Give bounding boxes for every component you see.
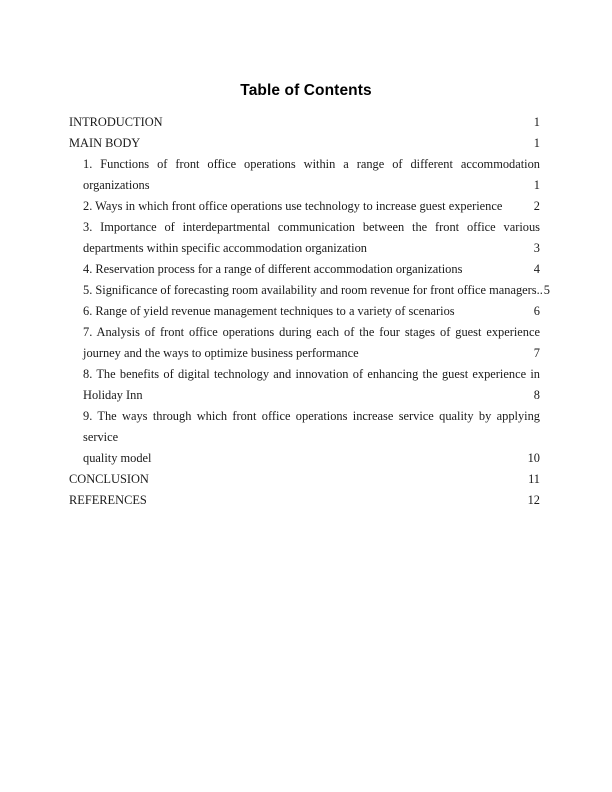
toc-leader-dots [163,114,534,126]
toc-page-number: 4 [533,262,540,276]
toc-entry-main-body[interactable] [69,133,540,154]
toc-entry-label: 5. Significance of forecasting room availability and room revenue for front office managers. [83,283,540,297]
toc-leader-dots [150,177,534,189]
toc-leader-dots [140,135,534,147]
toc-page-number: 2 [533,199,540,213]
toc-entry-label: 2. Ways in which front office operations use technology to increase guest experience [83,199,503,213]
toc-entry-label: Holiday Inn [83,388,143,402]
toc-leader-dots [149,471,528,483]
toc-leader-dots [502,198,533,210]
toc-entry-line: 7. Analysis of front office operations during each of the four stages of guest experience [83,325,540,339]
toc-page-number: 8 [533,388,540,402]
toc-entry-label: 4. Reservation process for a range of different accommodation organizations [83,262,463,276]
toc-entry-label: CONCLUSION [69,472,149,486]
toc-leader-dots [359,345,534,357]
toc-entry-item-3[interactable] [83,217,540,259]
toc-entry-item-4[interactable] [83,259,540,280]
toc-leader-dot: . [539,283,543,297]
toc-page-number: 12 [527,493,540,507]
toc-entry-references[interactable] [69,490,540,511]
toc-leader-dots [367,240,534,252]
toc-leader-dots [455,303,534,315]
toc-entry-label: journey and the ways to optimize business performance [83,346,359,360]
toc-entry-introduction[interactable] [69,112,540,133]
toc-entry-item-8[interactable] [83,364,540,406]
toc-entry-item-6[interactable] [83,301,540,322]
toc-entry-label: MAIN BODY [69,136,141,150]
toc-entry-item-2[interactable] [83,196,540,217]
toc-leader-dots [462,261,533,273]
toc-entry-line: 1. Functions of front office operations within a range of different accommodation [83,157,540,171]
toc-entry-line: 3. Importance of interdepartmental communication between the front office various [83,220,540,234]
toc-entry-label: quality model [83,451,152,465]
toc-leader-dots [151,450,527,462]
toc-entry-conclusion[interactable] [69,469,540,490]
toc-entry-item-9[interactable] [83,406,540,469]
toc-page-number: 6 [533,304,540,318]
toc-page-number: 3 [533,241,540,255]
toc-page-number: 10 [527,451,540,465]
toc-page-number: 11 [528,472,540,486]
toc-entry-label: 6. Range of yield revenue management techniques to a variety of scenarios [83,304,455,318]
toc-entry-line: 8. The benefits of digital technology and innovation of enhancing the guest experience in [83,367,540,381]
toc-page-number: 1 [533,115,540,129]
toc-page-number: 7 [533,346,540,360]
toc-page-number: 1 [533,136,540,150]
toc-entry-item-1[interactable] [83,154,540,196]
toc-entry-item-7[interactable] [83,322,540,364]
toc-entry-label: organizations [83,178,150,192]
toc-entry-item-5[interactable] [83,280,550,301]
toc-page-number: 5 [543,283,550,297]
toc-leader-dots [147,492,528,504]
toc-page-number: 1 [533,178,540,192]
toc-entry-label: departments within specific accommodation organization [83,241,367,255]
toc-entry-line: 9. The ways through which front office operations increase service quality by applying service [83,409,540,444]
toc-entry-label: INTRODUCTION [69,115,163,129]
table-of-contents [69,112,550,511]
page-title: Table of Contents [240,82,372,99]
toc-leader-dots [143,387,534,399]
toc-entry-label: REFERENCES [69,493,147,507]
